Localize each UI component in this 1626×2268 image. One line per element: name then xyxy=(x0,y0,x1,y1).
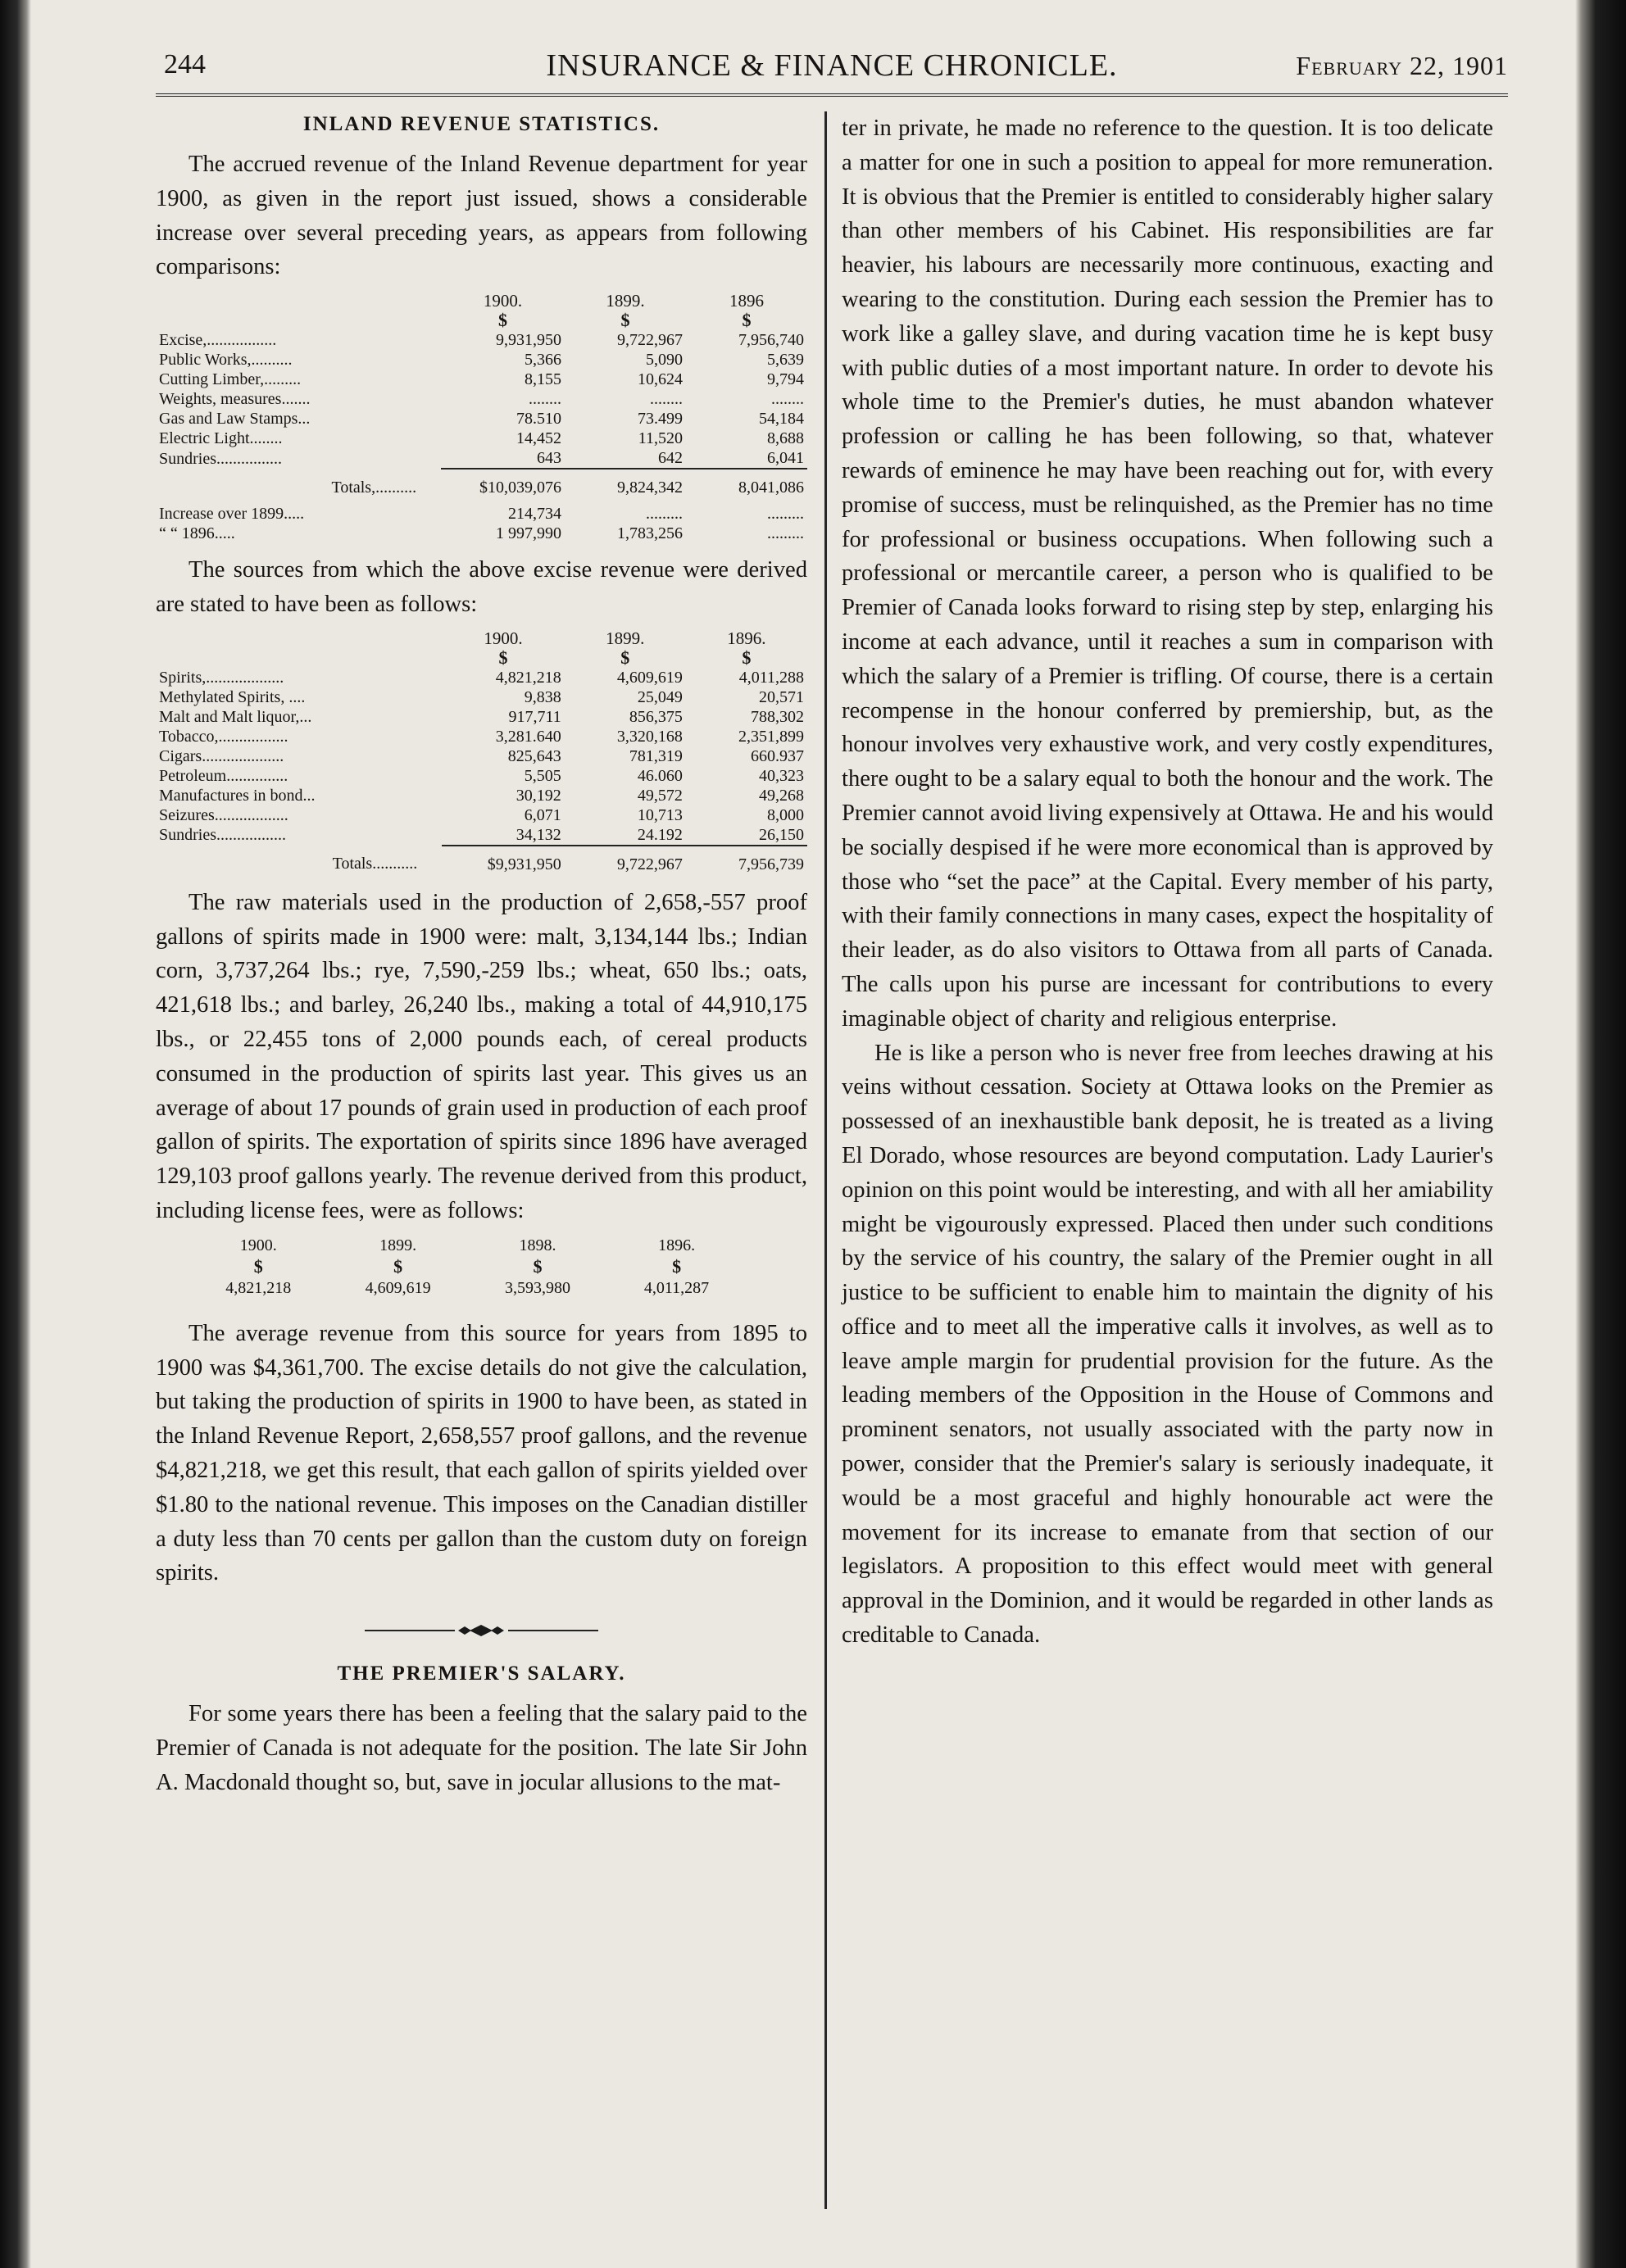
cell-value: 54,184 xyxy=(759,410,804,429)
row-label: Seizures.................. xyxy=(159,805,288,824)
cell-value: 73.499 xyxy=(637,410,683,429)
cell-value: ........ xyxy=(528,390,561,409)
currency-symbol: $ xyxy=(742,310,752,331)
cell-value: 660.937 xyxy=(751,746,804,765)
closing-paragraph: The average revenue from this source for years from 1895 to 1900 was $4,361,700. The excise details do not give the calculation, but taking the production of spirits in 1900 to have been, as stated in the Inland Revenue Report, 2,658,557 proof gallons, and the revenue $4,821,218, we get this result, that each gallon of spirits yielded over $1.80 to the national revenue. This imposes on the Canadian distiller a duty less than 70 cents per gallon than the custom duty on foreign spirits. xyxy=(156,1320,807,1586)
cell-value: 917,711 xyxy=(508,707,561,726)
row-label: Cigars.................... xyxy=(159,746,284,765)
increase-row xyxy=(156,504,807,524)
row-label: Excise,................. xyxy=(159,331,277,350)
year-header: 1896. xyxy=(658,1236,696,1254)
totals-label: Totals........... xyxy=(332,855,418,873)
cell-value: 8,688 xyxy=(767,429,804,448)
totals-row xyxy=(156,469,807,497)
section-ornament xyxy=(156,1610,807,1651)
cell-value: 3,320,168 xyxy=(616,727,683,746)
column-divider xyxy=(824,111,827,2209)
cell-value: 14,452 xyxy=(516,429,561,448)
cell-value: 26,150 xyxy=(759,825,804,844)
year-header: 1899. xyxy=(379,1236,417,1254)
table-header-currency xyxy=(156,311,807,330)
cell-value: 2,351,899 xyxy=(738,727,804,746)
row-label: Tobacco,................. xyxy=(159,727,288,746)
page-number: 244 xyxy=(164,49,206,79)
currency-symbol: $ xyxy=(620,310,630,331)
premier-paragraph-start: For some years there has been a feeling that the salary paid to the Premier of Canada is not adequate for the position. The late Sir John A. Macdonald thought so, but, save in jocular allusions to the mat- xyxy=(156,1701,807,1795)
cell-value: ........ xyxy=(649,390,683,409)
currency-symbol: $ xyxy=(742,646,752,668)
table-row xyxy=(156,766,807,786)
excise-sources-table xyxy=(156,628,807,874)
cell-value: 8,155 xyxy=(524,370,561,389)
totals-label: Totals,.......... xyxy=(331,478,417,497)
cell-value: 9,931,950 xyxy=(495,331,561,350)
scan-right-edge xyxy=(1575,0,1626,2268)
year-header: 1900. xyxy=(239,1236,277,1254)
table-header-currency xyxy=(156,648,807,668)
row-label: Gas and Law Stamps... xyxy=(159,410,311,429)
cell-value: 1,783,256 xyxy=(616,524,683,543)
year-header: 1896 xyxy=(729,291,764,311)
cell-value: 6,071 xyxy=(524,805,561,824)
diamond-ornament-icon xyxy=(458,1624,504,1637)
total-value: 8,041,086 xyxy=(686,469,807,497)
cell-value: 49,572 xyxy=(637,786,683,805)
currency-symbol: $ xyxy=(620,646,630,668)
article-title-premiers-salary: THE PREMIER'S SALARY. xyxy=(337,1662,626,1685)
totals-row xyxy=(156,846,807,874)
cell-value: 8,000 xyxy=(767,805,804,824)
cell-value: ......... xyxy=(645,505,683,524)
year-header: 1899. xyxy=(606,291,645,311)
row-label: Spirits,................... xyxy=(159,668,284,687)
premier-paragraph-leeches: He is like a person who is never free from leeches drawing at his veins without cessation. Society at Ottawa looks on the Premier as possessed of an inexhaustible bank deposit, he is treated as a living El Dorado, whose resources are beyond computation. Lady Laurier's opinion on this point would be interesting, and with all her amiability might be vigourously expressed. Placed then under such conditions by the service of his country, the salary of the Premier ought in all justice to be sufficient to enable him to maintain the dignity of his office and to meet all the imperative calls it involves, as well as to leave ample margin for prudential provision for the future. As the leading members of the Opposition in the House of Commons and prominent senators, not usually associated with the party now in power, consider that the Premier's salary is seriously inadequate, it would be a most graceful and highly honourable act were the movement for its increase to emanate from that section of our legislators. A proposition to this effect would meet with general approval in the Dominion, and it would be regarded in other lands as creditable to Canada. xyxy=(842,1040,1493,1649)
currency-symbol: $ xyxy=(393,1255,403,1277)
row-label: Electric Light........ xyxy=(159,429,283,448)
year-header: 1900. xyxy=(483,291,523,311)
cell-value: 5,366 xyxy=(524,351,561,370)
table-row xyxy=(156,668,807,687)
cell-value: 4,821,218 xyxy=(495,668,561,687)
premier-paragraph-continued: ter in private, he made no reference to the question. It is too delicate a matter for one in such a position to appeal for more remuneration. It is obvious that the Premier is entitled to considerably higher salary than other members of his Cabinet. His responsibilities are far heavier, his labours are necessarily more continuous, exacting and wearing to the constitution. During each session the Premier has to work like a galley slave, and during vacation time he is kept busy with public duties of a most important nature. In order to devote his whole time to the Premier's duties, he must abandon whatever profession or calling he has been following, so that, whatever rewards of eminence he may have been reaching out for, with every promise of success, must be relinquished, as the Premier has no time for professional or business occupations. When following such a professional or mercantile career, a person who is qualified to be Premier of Canada looks forward to rising step by step, enlarging his income at each advance, until it reaches a sum in comparison with which the salary of a Premier is trifling. Of course, there is a certain recompense in the honour conferred by premiership, but, as the honour involves very exhaustive work, and very costly expenditures, there ought to be a salary equal to both the honour and the work. The Premier cannot avoid living expensively at Ottawa. He and his would be socially despised if he were more economical than is approved by those who “set the pace” at the Capital. Every member of his party, with their family connections in many cases, expect the hospitality of their leader, as do also visitors to Ottawa from all parts of Canada. The calls upon his purse are incessant for contributions to every imaginable object of charity and religious enterprise. xyxy=(842,116,1493,1032)
table-row xyxy=(156,707,807,727)
cell-value: ......... xyxy=(767,524,804,543)
table-row xyxy=(156,409,807,429)
table-row xyxy=(156,805,807,825)
row-label: Cutting Limber,......... xyxy=(159,370,302,389)
ornament-rule-left xyxy=(365,1630,455,1631)
newspaper-page xyxy=(156,43,1508,2247)
row-label: Methylated Spirits, .... xyxy=(159,687,306,706)
table-row xyxy=(156,746,807,766)
cell-value: 25,049 xyxy=(637,687,683,706)
table-row xyxy=(156,429,807,448)
table-row xyxy=(156,389,807,409)
currency-symbol: $ xyxy=(253,1255,263,1277)
intro-paragraph: The accrued revenue of the Inland Revenue department for year 1900, as given in the report just issued, shows a considerable increase over several preceding years, as appears from following comparisons: xyxy=(156,152,807,280)
article-title-inland-revenue: INLAND REVENUE STATISTICS. xyxy=(302,113,661,135)
cell-value: 9,838 xyxy=(524,687,561,706)
row-label: Manufactures in bond... xyxy=(159,786,316,805)
table-row xyxy=(156,825,807,846)
table-row xyxy=(156,727,807,746)
cell-value: 825,643 xyxy=(507,746,561,765)
cell-value: 78.510 xyxy=(516,410,561,429)
total-value: 9,722,967 xyxy=(565,846,686,874)
cell-value: 3,281.640 xyxy=(495,727,561,746)
row-label: Weights, measures....... xyxy=(159,390,311,409)
cell-value: 10,624 xyxy=(637,370,683,389)
cell-value: 214,734 xyxy=(507,505,561,524)
increase-row xyxy=(156,524,807,543)
cell-value: 4,011,288 xyxy=(738,668,804,687)
table-row xyxy=(156,448,807,469)
table-row xyxy=(156,687,807,707)
spirits-revenue-table xyxy=(188,1235,746,1299)
currency-symbol: $ xyxy=(498,310,508,331)
cell-value: 1 997,990 xyxy=(495,524,561,543)
currency-symbol: $ xyxy=(533,1255,543,1277)
cell-value: 10,713 xyxy=(637,805,683,824)
cell-value: 30,192 xyxy=(516,786,561,805)
cell-value: 642 xyxy=(657,449,683,468)
row-label: Petroleum............... xyxy=(159,766,288,785)
cell-value: 5,505 xyxy=(524,766,561,785)
page-header xyxy=(156,43,1508,102)
cell-value: 4,609,619 xyxy=(365,1278,431,1297)
cell-value: 20,571 xyxy=(759,687,804,706)
cell-value: 788,302 xyxy=(751,707,804,726)
table-row xyxy=(156,350,807,370)
cell-value: ......... xyxy=(767,505,804,524)
cell-value: 4,011,287 xyxy=(643,1278,710,1297)
left-column xyxy=(156,111,807,2242)
cell-value: 5,639 xyxy=(767,351,804,370)
revenue-comparison-table xyxy=(156,291,807,543)
row-label: “ “ 1896..... xyxy=(159,524,235,543)
right-column xyxy=(842,111,1493,2242)
total-value: 7,956,739 xyxy=(686,846,807,874)
table-header-years xyxy=(156,628,807,648)
currency-symbol: $ xyxy=(672,1255,682,1277)
scan-left-edge xyxy=(0,0,31,2268)
cell-value: 6,041 xyxy=(767,449,804,468)
table-row xyxy=(156,786,807,805)
year-header: 1899. xyxy=(606,628,645,648)
cell-value: ........ xyxy=(771,390,804,409)
cell-value: 9,722,967 xyxy=(616,331,683,350)
cell-value: 11,520 xyxy=(638,429,683,448)
cell-value: 856,375 xyxy=(629,707,683,726)
total-value: $10,039,076 xyxy=(441,469,565,497)
row-label: Sundries................ xyxy=(159,449,282,468)
currency-symbol: $ xyxy=(498,646,508,668)
cell-value: 24.192 xyxy=(637,825,683,844)
cell-value: 49,268 xyxy=(759,786,804,805)
total-value: $9,931,950 xyxy=(442,846,565,874)
cell-value: 643 xyxy=(536,449,561,468)
issue-date: February 22, 1901 xyxy=(1296,51,1508,80)
journal-title: INSURANCE & FINANCE CHRONICLE. xyxy=(546,48,1118,83)
cell-value: 781,319 xyxy=(629,746,683,765)
table-row xyxy=(188,1277,746,1299)
table-header-years xyxy=(188,1235,746,1256)
table-header-currency xyxy=(188,1256,746,1277)
ornament-rule-right xyxy=(508,1630,598,1631)
row-label: Malt and Malt liquor,... xyxy=(159,707,312,726)
row-label: Public Works,.......... xyxy=(159,351,293,370)
header-rule xyxy=(156,93,1508,97)
cell-value: 3,593,980 xyxy=(504,1278,570,1297)
year-header: 1900. xyxy=(484,628,523,648)
table-header-years xyxy=(156,291,807,311)
row-label: Increase over 1899..... xyxy=(159,505,305,524)
year-header: 1896. xyxy=(727,628,766,648)
sources-paragraph: The sources from which the above excise revenue were derived are stated to have been as follows: xyxy=(156,557,807,617)
table-row xyxy=(156,370,807,389)
row-label: Sundries................. xyxy=(159,826,286,845)
cell-value: 4,609,619 xyxy=(616,668,683,687)
cell-value: 34,132 xyxy=(516,825,561,844)
year-header: 1898. xyxy=(519,1236,556,1254)
raw-materials-paragraph: The raw materials used in the production of 2,658,-557 proof gallons of spirits made in 1900 were: malt, 3,134,144 lbs.; Indian corn, 3,737,264 lbs.; rye, 7,590,-259 lbs.; wheat, 650 lbs.; oats, 421,618 lbs.; and barley, 26,240 lbs., making a total of 44,910,175 lbs., or 22,455 tons of 2,000 pounds each, of cereal products consumed in the production of spirits last year. This gives us an average of about 17 pounds of grain used in production of each proof gallon of spirits. The exportation of spirits since 1896 have averaged 129,103 proof gallons yearly. The revenue derived from this product, including license fees, were as follows: xyxy=(156,889,807,1223)
table-row xyxy=(156,330,807,350)
cell-value: 46.060 xyxy=(637,766,683,785)
cell-value: 5,090 xyxy=(645,351,683,370)
cell-value: 40,323 xyxy=(759,766,804,785)
cell-value: 4,821,218 xyxy=(225,1278,292,1297)
total-value: 9,824,342 xyxy=(565,469,686,497)
cell-value: 9,794 xyxy=(767,370,804,389)
cell-value: 7,956,740 xyxy=(738,331,804,350)
